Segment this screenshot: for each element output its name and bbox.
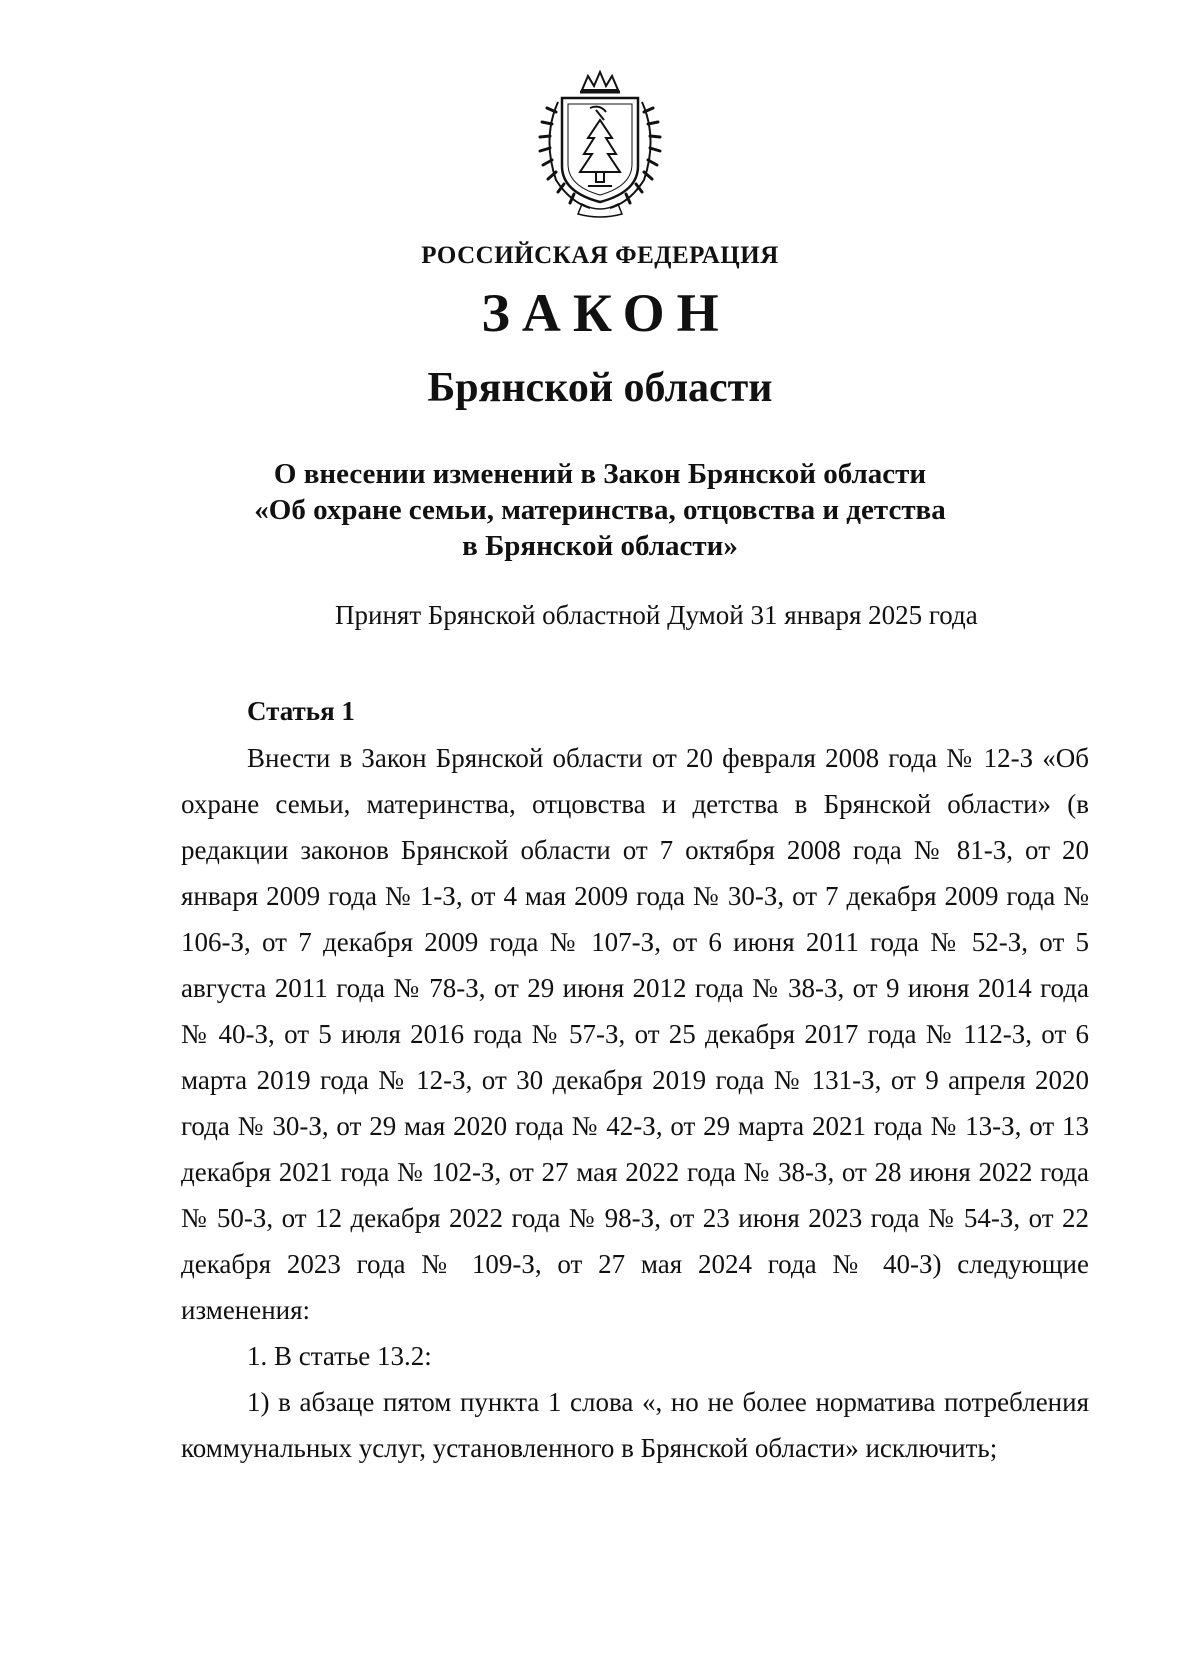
article-heading: Статья 1	[247, 696, 355, 726]
article-body	[181, 735, 1089, 1471]
law-title-line-3: в Брянской области»	[462, 530, 738, 562]
coat-of-arms-icon	[530, 68, 670, 218]
law-heading: ЗАКОН	[481, 283, 731, 343]
law-title	[150, 456, 1050, 564]
article-paragraph: Внести в Закон Брянской области от 20 февраля 2008 года № 12-З «Об охране семьи, материнства, отцовства и детства в Брянской области» (в редакции законов Брянской области от 7 октября 2008 года № 81-З, от 20 января 2009 года № 1-З, от 4 мая 2009 года № 30-З, от 7 декабря 2009 года № 106-З, от 7 декабря 2009 года № 107-З, от 6 июня 2011 года № 52-З, от 5 августа 2011 года № 78-З, от 29 июня 2012 года № 38-З, от 9 июня 2014 года № 40-З, от 5 июля 2016 года № 57-З, от 25 декабря 2017 года № 112-З, от 6 марта 2019 года № 12-З, от 30 декабря 2019 года № 131-З, от 9 апреля 2020 года № 30-З, от 29 мая 2020 года № 42-З, от 29 марта 2021 года № 13-З, от 13 декабря 2021 года № 102-З, от 27 мая 2022 года № 38-З, от 28 июня 2022 года № 50-З, от 12 декабря 2022 года № 98-З, от 23 июня 2023 года № 54-З, от 22 декабря 2023 года № 109-З, от 27 мая 2024 года № 40-З) следующие изменения:	[181, 743, 1089, 1325]
adoption-note: Принят Брянской областной Думой 31 января 2025 года	[335, 600, 978, 630]
article-paragraph: 1. В статье 13.2:	[247, 1341, 432, 1371]
article-paragraph: 1) в абзаце пятом пункта 1 слова «, но не более норматива потребления коммунальных услуг, установленного в Брянской области» исключить;	[181, 1387, 1089, 1463]
law-title-line-2: «Об охране семьи, материнства, отцовства и детства	[254, 494, 946, 526]
law-title-line-1: О внесении изменений в Закон Брянской области	[273, 458, 927, 490]
federation-heading: РОССИЙСКАЯ ФЕДЕРАЦИЯ	[421, 242, 779, 269]
region-heading: Брянской области	[427, 365, 773, 411]
